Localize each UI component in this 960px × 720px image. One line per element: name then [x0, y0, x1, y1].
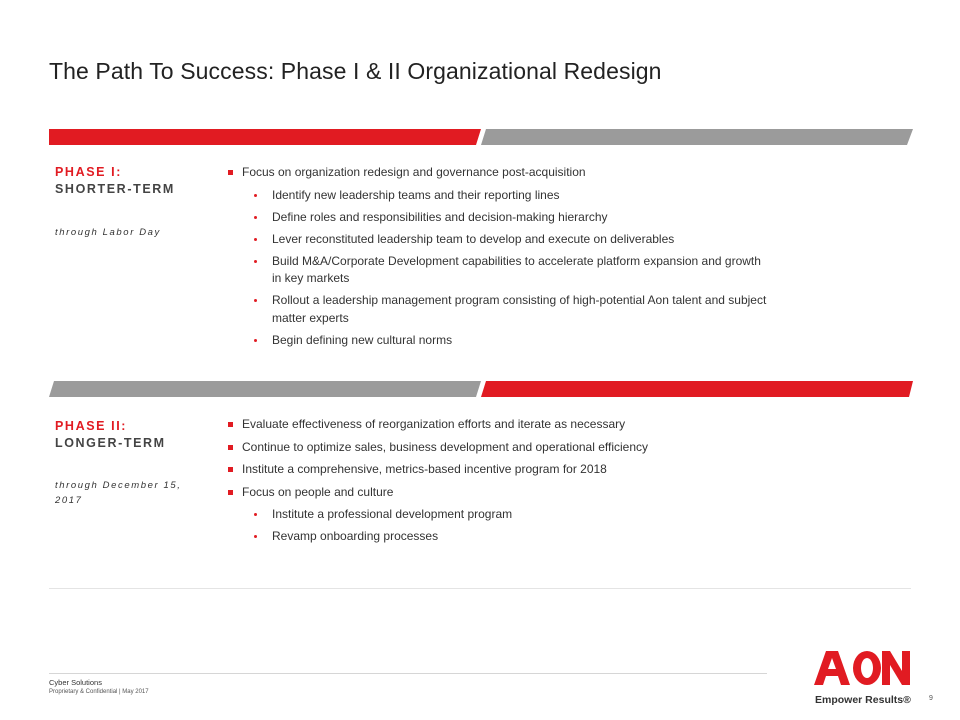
phase2-band-red — [481, 381, 913, 397]
phase2-bullet-item: Institute a professional development program — [228, 506, 768, 524]
phase1-band — [49, 129, 913, 145]
phase1-bullet-item: Rollout a leadership management program consisting of high-potential Aon talent and subject matter experts — [228, 292, 768, 327]
phase1-bullet-item: Begin defining new cultural norms — [228, 332, 768, 350]
phase1-bullet-item: Define roles and responsibilities and decision-making hierarchy — [228, 209, 768, 227]
phase2-bullet-list — [228, 416, 768, 550]
phase2-bullet-item: Institute a comprehensive, metrics-based incentive program for 2018 — [228, 461, 768, 479]
phase1-bullet-list — [228, 164, 768, 354]
phase2-bullet-item: Focus on people and culture — [228, 484, 768, 502]
phase2-label-title: PHASE II: — [55, 419, 128, 433]
phase2-bullet-item: Continue to optimize sales, business development and operational efficiency — [228, 439, 768, 457]
phase2-band — [49, 381, 913, 397]
phase1-bullet-item: Lever reconstituted leadership team to develop and execute on deliverables — [228, 231, 768, 249]
phase1-bullet-item: Identify new leadership teams and their reporting lines — [228, 187, 768, 205]
footer-line2: Proprietary & Confidential | May 2017 — [49, 689, 149, 695]
content-divider — [49, 588, 911, 589]
tagline: Empower Results® — [815, 694, 911, 706]
phase2-timeframe: through December 15, 2017 — [55, 480, 182, 506]
footer-divider — [49, 673, 767, 674]
phase1-label-term: SHORTER-TERM — [55, 182, 175, 196]
phase1-bullet-item: Build M&A/Corporate Development capabilities to accelerate platform expansion and growth in key markets — [228, 253, 768, 288]
phase1-band-red — [49, 129, 481, 145]
page-title: The Path To Success: Phase I & II Organizational Redesign — [49, 58, 662, 84]
phase2-bullet-item: Evaluate effectiveness of reorganization efforts and iterate as necessary — [228, 416, 768, 434]
phase2-label — [55, 418, 166, 452]
aon-logo — [812, 647, 912, 687]
phase1-band-gray — [481, 129, 913, 145]
page-number: 9 — [929, 695, 933, 702]
phase1-label-title: PHASE I: — [55, 165, 122, 179]
phase1-bullet-item: Focus on organization redesign and governance post-acquisition — [228, 164, 768, 182]
phase1-timeframe: through Labor Day — [55, 227, 161, 238]
phase2-band-gray — [49, 381, 481, 397]
phase1-label — [55, 164, 175, 198]
phase2-bullet-item: Revamp onboarding processes — [228, 528, 768, 546]
phase2-label-term: LONGER-TERM — [55, 436, 166, 450]
footer-line1: Cyber Solutions — [49, 678, 102, 687]
